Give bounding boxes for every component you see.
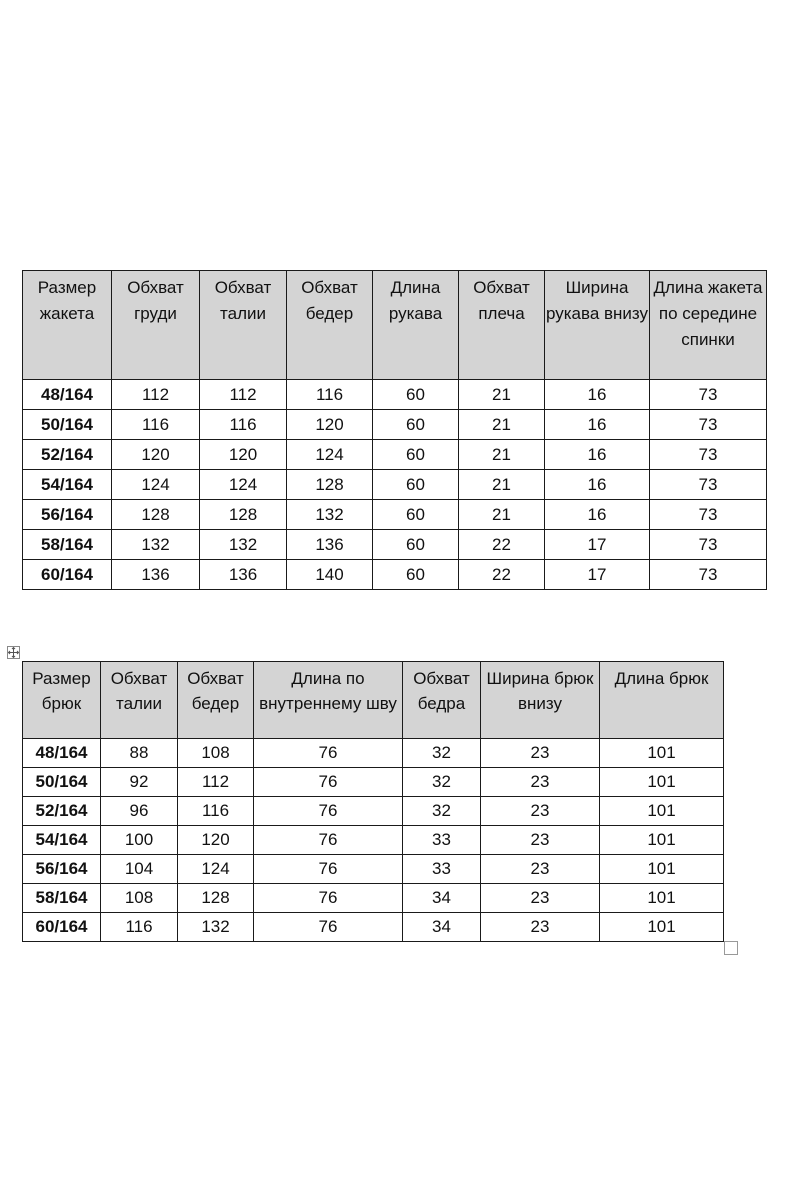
measurement-cell: 33 [403, 855, 481, 884]
measurement-cell: 132 [200, 530, 287, 560]
jacket-table-row [23, 380, 767, 410]
pants-header-cell: Длина по внутреннему шву [254, 662, 403, 739]
size-cell: 56/164 [23, 500, 112, 530]
measurement-cell: 100 [101, 826, 178, 855]
jacket-table-row [23, 470, 767, 500]
measurement-cell: 16 [545, 380, 650, 410]
pants-table-row [23, 913, 724, 942]
measurement-cell: 32 [403, 797, 481, 826]
measurement-cell: 76 [254, 913, 403, 942]
measurement-cell: 124 [112, 470, 200, 500]
measurement-cell: 76 [254, 826, 403, 855]
size-cell: 50/164 [23, 410, 112, 440]
measurement-cell: 33 [403, 826, 481, 855]
measurement-cell: 60 [373, 410, 459, 440]
measurement-cell: 60 [373, 380, 459, 410]
pants-table-row [23, 884, 724, 913]
measurement-cell: 21 [459, 380, 545, 410]
measurement-cell: 21 [459, 500, 545, 530]
measurement-cell: 60 [373, 470, 459, 500]
measurement-cell: 23 [481, 884, 600, 913]
measurement-cell: 101 [600, 855, 724, 884]
measurement-cell: 76 [254, 797, 403, 826]
size-cell: 54/164 [23, 470, 112, 500]
measurement-cell: 73 [650, 500, 767, 530]
measurement-cell: 73 [650, 530, 767, 560]
measurement-cell: 34 [403, 913, 481, 942]
size-cell: 58/164 [23, 530, 112, 560]
measurement-cell: 21 [459, 410, 545, 440]
measurement-cell: 21 [459, 470, 545, 500]
size-cell: 54/164 [23, 826, 101, 855]
pants-table-row [23, 797, 724, 826]
measurement-cell: 23 [481, 826, 600, 855]
jacket-header-row [23, 271, 767, 380]
pants-header-cell: Обхват бедер [178, 662, 254, 739]
measurement-cell: 132 [178, 913, 254, 942]
measurement-cell: 16 [545, 500, 650, 530]
pants-header-cell: Обхват талии [101, 662, 178, 739]
measurement-cell: 88 [101, 739, 178, 768]
pants-table-row [23, 739, 724, 768]
measurement-cell: 116 [101, 913, 178, 942]
pants-size-table [22, 661, 724, 942]
jacket-header-cell: Размер жакета [23, 271, 112, 380]
move-handle-icon [8, 647, 19, 658]
jacket-header-cell: Обхват талии [200, 271, 287, 380]
measurement-cell: 92 [101, 768, 178, 797]
measurement-cell: 116 [178, 797, 254, 826]
pants-header-cell: Обхват бедра [403, 662, 481, 739]
measurement-cell: 22 [459, 530, 545, 560]
measurement-cell: 136 [287, 530, 373, 560]
size-cell: 48/164 [23, 380, 112, 410]
jacket-header-cell: Обхват бедер [287, 271, 373, 380]
measurement-cell: 124 [200, 470, 287, 500]
measurement-cell: 124 [178, 855, 254, 884]
size-cell: 52/164 [23, 797, 101, 826]
measurement-cell: 116 [200, 410, 287, 440]
measurement-cell: 132 [287, 500, 373, 530]
measurement-cell: 120 [287, 410, 373, 440]
measurement-cell: 60 [373, 500, 459, 530]
measurement-cell: 17 [545, 530, 650, 560]
measurement-cell: 112 [178, 768, 254, 797]
measurement-cell: 124 [287, 440, 373, 470]
measurement-cell: 76 [254, 768, 403, 797]
measurement-cell: 116 [112, 410, 200, 440]
size-cell: 52/164 [23, 440, 112, 470]
table-resize-handle[interactable] [724, 941, 738, 955]
jacket-header-cell: Обхват груди [112, 271, 200, 380]
jacket-size-table [22, 270, 767, 590]
jacket-header-cell: Длина рукава [373, 271, 459, 380]
measurement-cell: 17 [545, 560, 650, 590]
jacket-table-row [23, 500, 767, 530]
jacket-table-row [23, 440, 767, 470]
measurement-cell: 128 [200, 500, 287, 530]
size-cell: 50/164 [23, 768, 101, 797]
measurement-cell: 120 [200, 440, 287, 470]
measurement-cell: 108 [178, 739, 254, 768]
measurement-cell: 101 [600, 826, 724, 855]
measurement-cell: 60 [373, 560, 459, 590]
measurement-cell: 120 [178, 826, 254, 855]
pants-header-cell: Размер брюк [23, 662, 101, 739]
measurement-cell: 104 [101, 855, 178, 884]
measurement-cell: 22 [459, 560, 545, 590]
measurement-cell: 60 [373, 440, 459, 470]
measurement-cell: 23 [481, 768, 600, 797]
size-cell: 60/164 [23, 913, 101, 942]
pants-header-row [23, 662, 724, 739]
size-cell: 48/164 [23, 739, 101, 768]
measurement-cell: 73 [650, 410, 767, 440]
measurement-cell: 96 [101, 797, 178, 826]
measurement-cell: 101 [600, 739, 724, 768]
measurement-cell: 112 [112, 380, 200, 410]
measurement-cell: 140 [287, 560, 373, 590]
measurement-cell: 132 [112, 530, 200, 560]
measurement-cell: 73 [650, 440, 767, 470]
size-cell: 56/164 [23, 855, 101, 884]
measurement-cell: 34 [403, 884, 481, 913]
pants-table-row [23, 855, 724, 884]
measurement-cell: 116 [287, 380, 373, 410]
measurement-cell: 128 [178, 884, 254, 913]
measurement-cell: 101 [600, 768, 724, 797]
jacket-table-row [23, 530, 767, 560]
measurement-cell: 32 [403, 768, 481, 797]
measurement-cell: 60 [373, 530, 459, 560]
measurement-cell: 32 [403, 739, 481, 768]
measurement-cell: 16 [545, 410, 650, 440]
measurement-cell: 76 [254, 855, 403, 884]
measurement-cell: 23 [481, 913, 600, 942]
measurement-cell: 16 [545, 470, 650, 500]
jacket-table-row [23, 560, 767, 590]
measurement-cell: 16 [545, 440, 650, 470]
measurement-cell: 101 [600, 913, 724, 942]
measurement-cell: 23 [481, 739, 600, 768]
pants-header-cell: Длина брюк [600, 662, 724, 739]
measurement-cell: 136 [112, 560, 200, 590]
pants-table-row [23, 826, 724, 855]
measurement-cell: 76 [254, 884, 403, 913]
measurement-cell: 108 [101, 884, 178, 913]
size-cell: 58/164 [23, 884, 101, 913]
size-cell: 60/164 [23, 560, 112, 590]
measurement-cell: 21 [459, 440, 545, 470]
measurement-cell: 23 [481, 797, 600, 826]
measurement-cell: 128 [287, 470, 373, 500]
measurement-cell: 128 [112, 500, 200, 530]
pants-header-cell: Ширина брюк внизу [481, 662, 600, 739]
measurement-cell: 23 [481, 855, 600, 884]
table-move-handle[interactable] [7, 646, 20, 659]
measurement-cell: 73 [650, 560, 767, 590]
measurement-cell: 101 [600, 884, 724, 913]
measurement-cell: 73 [650, 470, 767, 500]
jacket-table-row [23, 410, 767, 440]
pants-table-row [23, 768, 724, 797]
measurement-cell: 136 [200, 560, 287, 590]
measurement-cell: 101 [600, 797, 724, 826]
measurement-cell: 112 [200, 380, 287, 410]
jacket-header-cell: Длина жакета по середине спинки [650, 271, 767, 380]
jacket-header-cell: Обхват плеча [459, 271, 545, 380]
jacket-header-cell: Ширина рукава внизу [545, 271, 650, 380]
measurement-cell: 73 [650, 380, 767, 410]
measurement-cell: 120 [112, 440, 200, 470]
measurement-cell: 76 [254, 739, 403, 768]
